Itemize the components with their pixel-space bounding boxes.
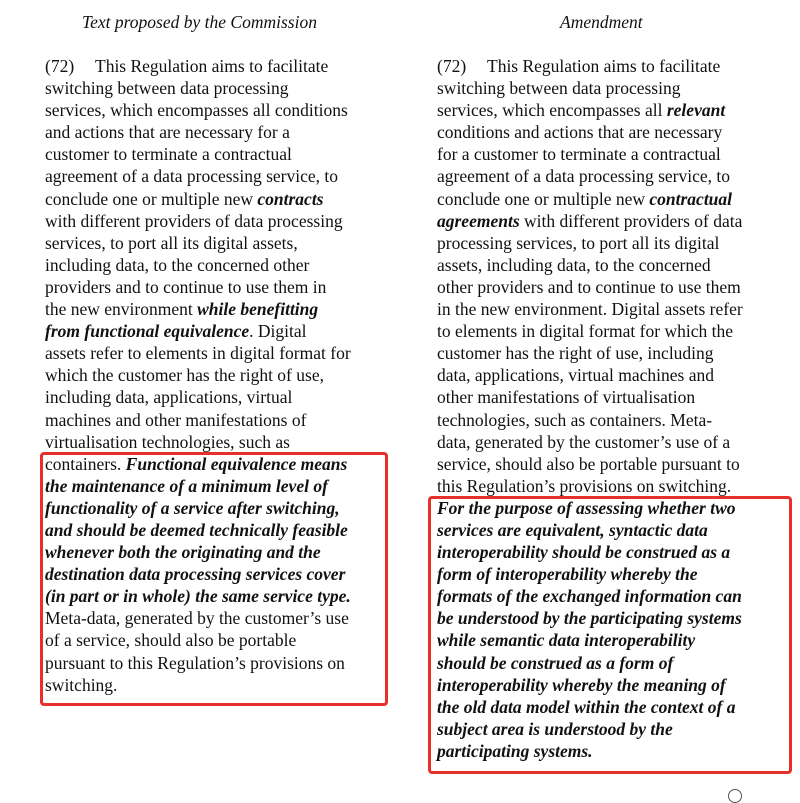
text-line [45,232,351,254]
text-segment: data, applications, virtual machines and [437,365,714,386]
text-segment: assets refer to elements in digital format for [45,343,351,364]
text-line [437,276,743,298]
text-segment: assets, including data, to the concerned [437,254,711,275]
text-segment: switching between data processing [45,78,289,99]
amended-text-segment: destination data processing services cover [45,564,346,585]
text-segment: switching. [45,674,118,695]
amended-text-segment: form of interoperability whereby the [437,564,698,585]
text-segment: pursuant to this Regulation’s provisions on [45,652,345,673]
text-segment: in the new environment. Digital assets refer [437,299,743,320]
amended-text-segment: agreements [437,210,520,231]
text-segment: . Digital [249,321,307,342]
amended-text-segment: services are equivalent, syntactic data [437,519,708,540]
text-line [437,320,743,342]
text-segment: customer to terminate a contractual [45,144,292,165]
text-line [45,55,351,77]
text-segment: conclude one or multiple new [437,188,650,209]
paragraph-number: (72) [437,56,467,76]
text-segment: for a customer to terminate a contractual [437,144,721,165]
amended-text-segment: while semantic data interoperability [437,630,696,651]
text-segment: with different providers of data processing [45,210,343,231]
text-line [437,409,743,431]
text-line [45,298,351,320]
text-line [45,121,351,143]
text-segment: including data, applications, virtual [45,387,293,408]
text-segment: services, which encompasses all conditions [45,100,348,121]
text-line [437,386,743,408]
text-segment: data, generated by the customer’s use of a [437,431,731,452]
text-line [45,342,351,364]
text-segment: switching between data processing [437,78,681,99]
text-segment: Meta-data, generated by the customer’s use [45,608,349,629]
text-line [437,232,743,254]
amended-text-segment: should be construed as a form of [437,652,674,673]
text-segment: to elements in digital format for which the [437,321,733,342]
text-line [437,431,743,453]
amended-text-segment: interoperability whereby the meaning of [437,674,726,695]
text-segment: conditions and actions that are necessary [437,122,723,143]
text-segment: services, which encompasses all [437,100,667,121]
amended-text-segment: while benefitting [197,299,319,320]
amended-text-segment: Functional equivalence means [125,453,348,474]
amended-text-segment: (in part or in whole) the same service type. [45,586,351,607]
text-segment: customer has the right of use, including [437,343,714,364]
amended-text-segment: and should be deemed technically feasible [45,519,348,540]
text-segment: this Regulation’s provisions on switching. [437,475,732,496]
text-line [437,143,743,165]
text-segment: with different providers of data [519,210,743,231]
text-segment: the new environment [45,299,198,320]
text-line [45,276,351,298]
text-line [45,99,351,121]
text-segment: including data, to the concerned other [45,254,310,275]
text-line [437,210,743,232]
left-column-header: Text proposed by the Commission [82,12,317,32]
amended-text-segment: functionality of a service after switching, [45,497,340,518]
text-line [437,342,743,364]
text-segment: of a service, should also be portable [45,630,297,651]
text-line [45,143,351,165]
text-segment: conclude one or multiple new [45,188,258,209]
text-line [45,254,351,276]
text-segment: processing services, to port all its digital [437,232,720,253]
amended-text-segment: contracts [257,188,324,209]
left-highlight-box [40,452,388,706]
text-segment: other providers and to continue to use them [437,276,741,297]
text-segment: This Regulation aims to facilitate [95,56,329,76]
text-segment: providers and to continue to use them in [45,276,327,297]
text-segment: other manifestations of virtualisation [437,387,696,408]
text-line [45,409,351,431]
amended-text-segment: For the purpose of assessing whether two [437,497,736,518]
text-segment: which the customer has the right of use, [45,365,324,386]
text-segment: machines and other manifestations of [45,409,307,430]
text-line [45,386,351,408]
amended-text-segment: interoperability should be construed as a [437,542,731,563]
amended-text-segment: whenever both the originating and the [45,542,321,563]
text-line [437,188,743,210]
amended-text-segment: contractual [649,188,733,209]
text-line [437,453,743,475]
text-line [437,475,743,497]
right-column-header: Amendment [560,12,643,32]
amended-text-segment: the old data model within the context of a [437,696,736,717]
text-line [45,210,351,232]
text-line [437,55,743,77]
text-line [437,254,743,276]
text-segment: and actions that are necessary for a [45,122,290,143]
text-line [437,121,743,143]
text-line [437,364,743,386]
text-line [45,188,351,210]
amended-text-segment: from functional equivalence [45,321,250,342]
text-segment: This Regulation aims to facilitate [487,56,721,76]
text-segment: services, to port all its digital assets, [45,232,298,253]
paragraph-number: (72) [45,56,75,76]
text-line [437,99,743,121]
text-line [45,431,351,453]
right-highlight-box [428,496,792,774]
text-segment: technologies, such as containers. Meta- [437,409,713,430]
text-segment: service, should also be portable pursuant to [437,453,740,474]
text-segment: agreement of a data processing service, to [45,166,338,187]
text-line [45,165,351,187]
amended-text-segment: relevant [666,100,726,121]
text-line [437,77,743,99]
amended-text-segment: formats of the exchanged information can [437,586,742,607]
text-line [45,320,351,342]
amended-text-segment: the maintenance of a minimum level of [45,475,328,496]
text-line [437,298,743,320]
amended-text-segment: subject area is understood by the [437,718,673,739]
page-corner-mark [728,789,742,803]
text-segment: agreement of a data processing service, to [437,166,730,187]
text-line [437,165,743,187]
amended-text-segment: participating systems. [437,740,593,761]
text-segment: virtualisation technologies, such as [45,431,290,452]
text-line [45,77,351,99]
amended-text-segment: be understood by the participating systems [437,608,742,629]
text-segment: containers. [45,453,126,474]
text-line [45,364,351,386]
